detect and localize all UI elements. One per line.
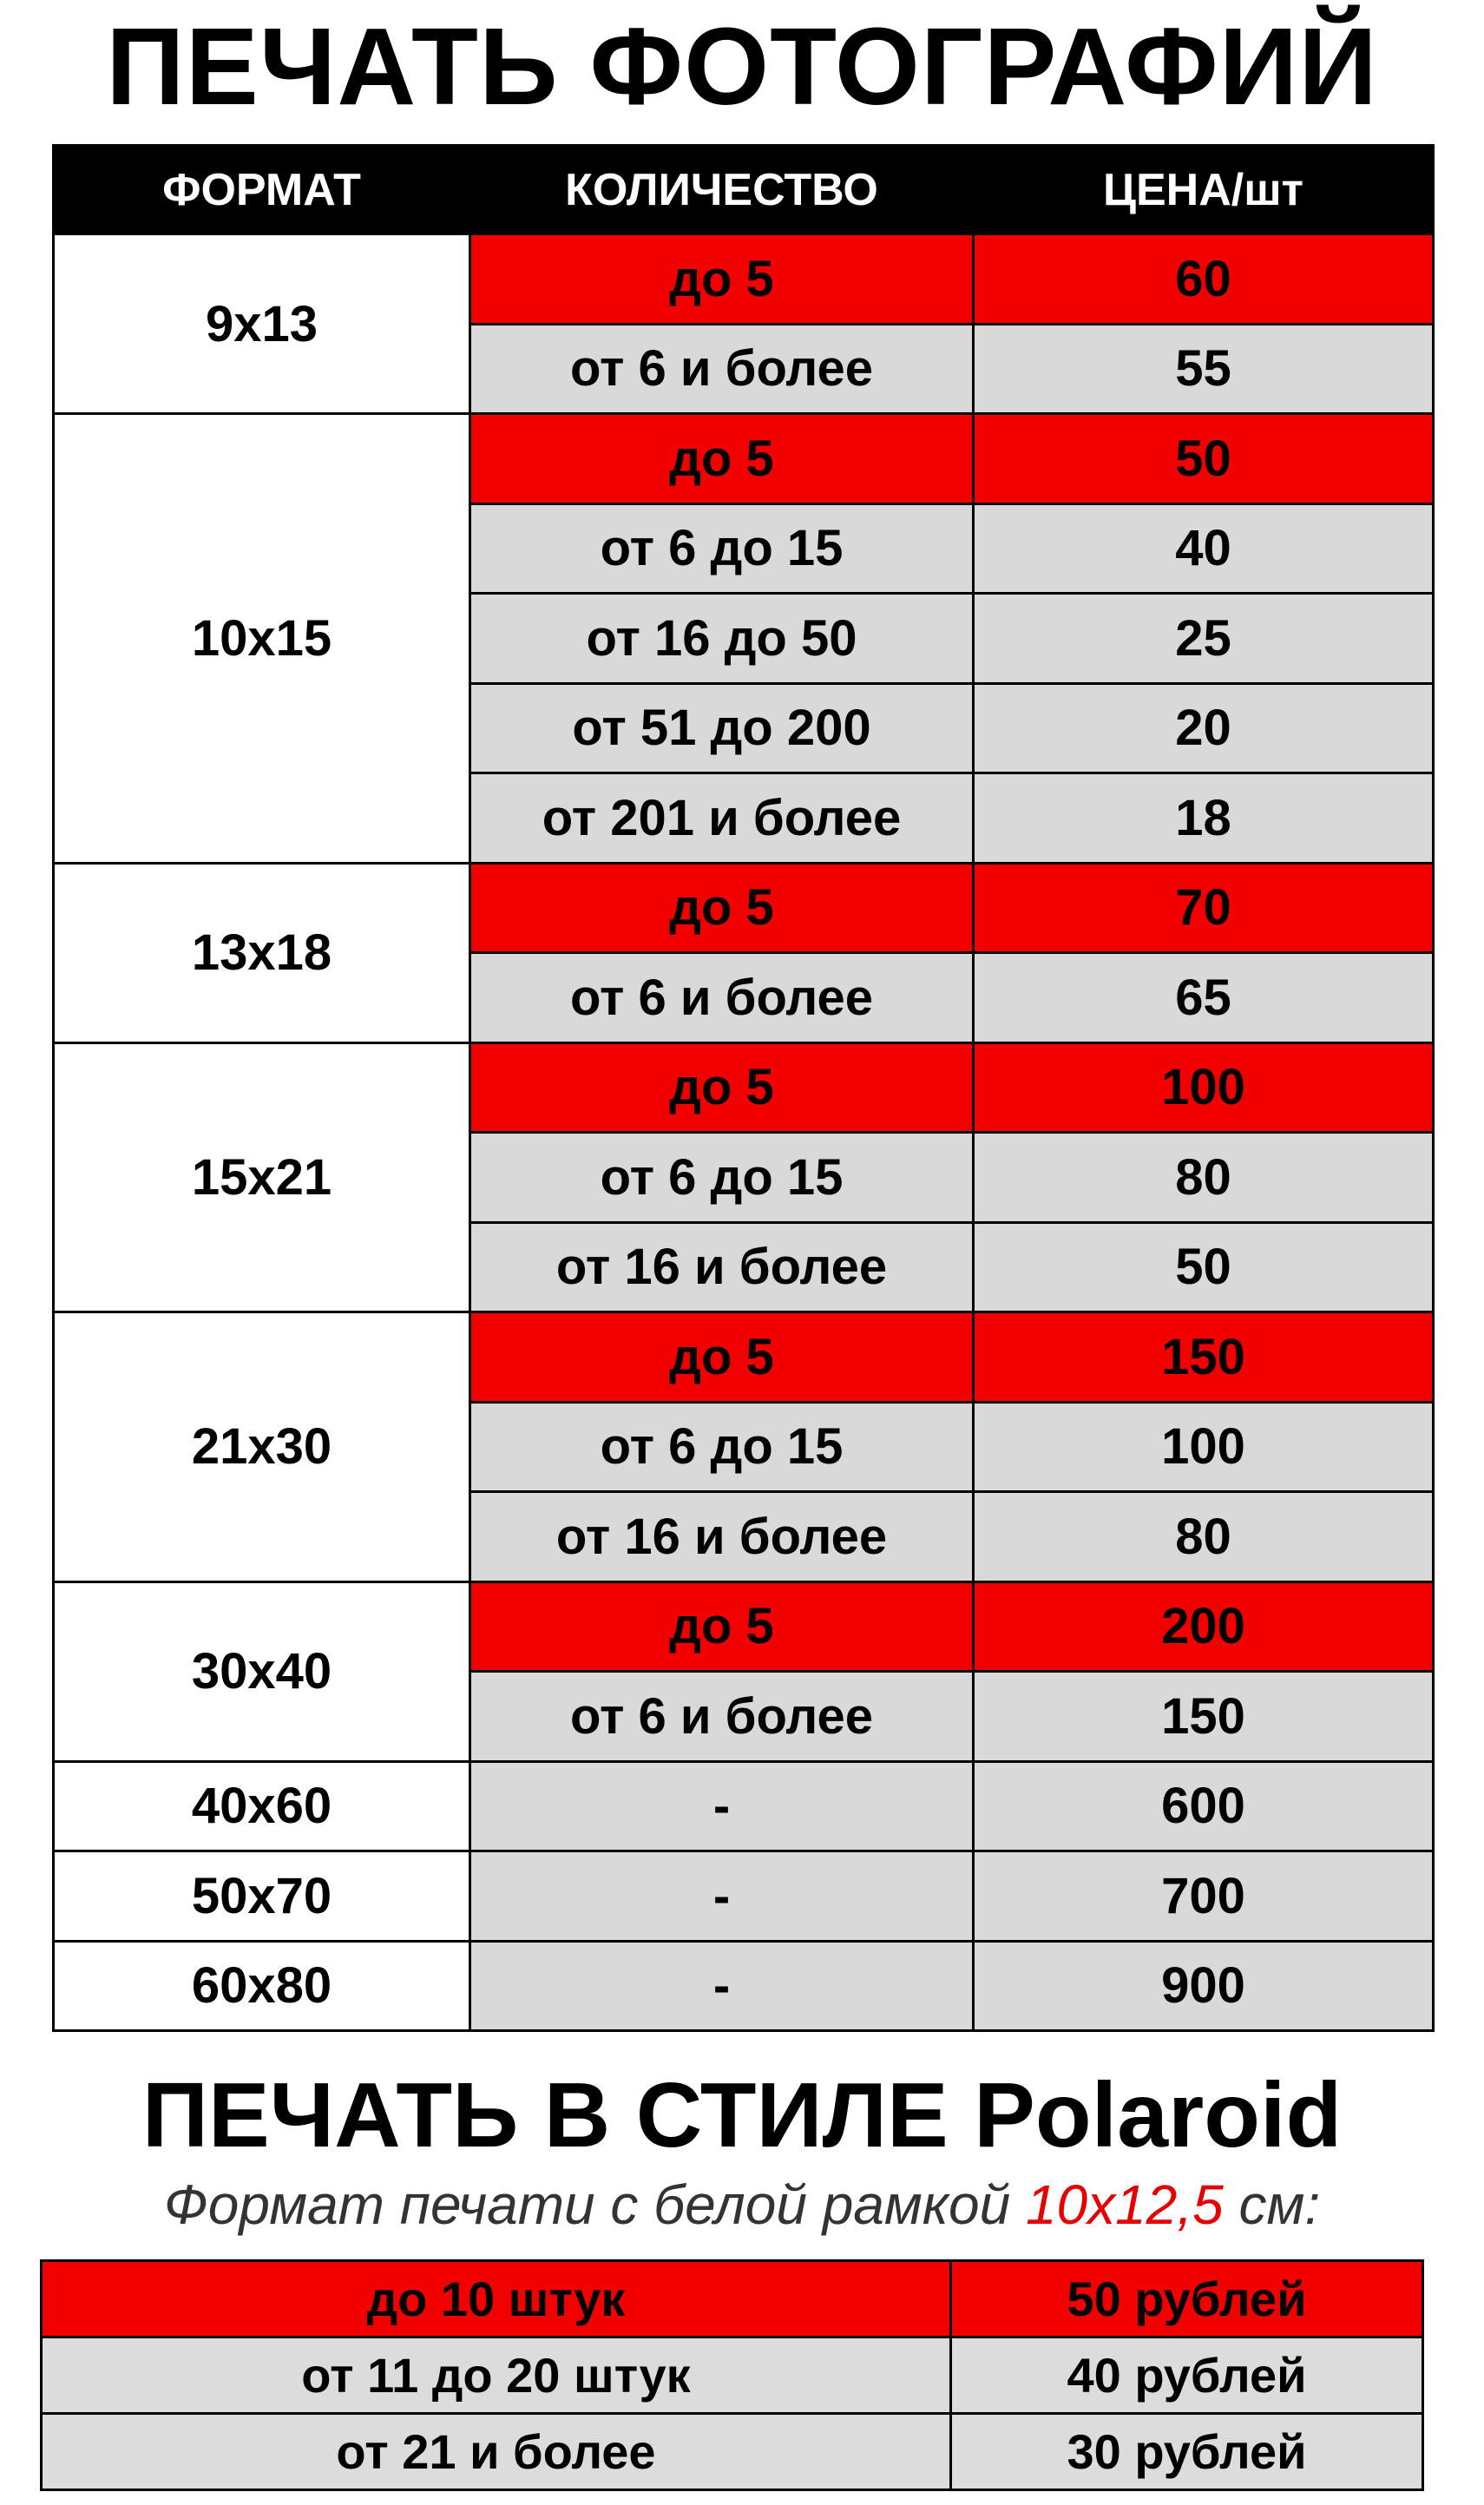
- format-cell: 13x18: [54, 863, 470, 1042]
- price-cell: 20: [974, 683, 1434, 773]
- price-cell: 700: [974, 1851, 1434, 1942]
- quantity-cell: от 6 до 15: [470, 503, 974, 594]
- price-cell: 40: [974, 503, 1434, 594]
- quantity-cell: от 16 и более: [470, 1222, 974, 1312]
- price-cell: 50: [974, 414, 1434, 504]
- price-cell: 60: [974, 234, 1434, 325]
- format-cell: 10x15: [54, 414, 470, 864]
- quantity-cell: до 5: [470, 234, 974, 325]
- polaroid-table: [40, 2259, 1424, 2491]
- table-row: [42, 2261, 1423, 2337]
- format-cell: 50x70: [54, 1851, 470, 1942]
- table-header-row: [54, 146, 1434, 234]
- format-cell: 21x30: [54, 1312, 470, 1582]
- price-cell: 100: [974, 1042, 1434, 1133]
- quantity-cell: от 6 до 15: [470, 1402, 974, 1492]
- quantity-cell: от 16 до 50: [470, 594, 974, 684]
- quantity-cell: до 5: [470, 1042, 974, 1133]
- price-cell: 55: [974, 324, 1434, 414]
- header-format: ФОРМАТ: [54, 146, 470, 234]
- table-row: [42, 2337, 1423, 2414]
- price-cell: 80: [974, 1492, 1434, 1582]
- price-table: [52, 144, 1435, 2032]
- price-cell: 40 рублей: [951, 2337, 1423, 2414]
- quantity-cell: до 5: [470, 414, 974, 504]
- price-cell: 70: [974, 863, 1434, 953]
- price-cell: 200: [974, 1581, 1434, 1672]
- subtitle-suffix: см:: [1223, 2173, 1321, 2236]
- quantity-cell: до 5: [470, 1581, 974, 1672]
- price-cell: 150: [974, 1672, 1434, 1762]
- table-row: [42, 2414, 1423, 2490]
- format-cell: 30x40: [54, 1581, 470, 1761]
- quantity-cell: -: [470, 1941, 974, 2031]
- quantity-cell: от 6 и более: [470, 324, 974, 414]
- price-cell: 600: [974, 1761, 1434, 1851]
- price-cell: 80: [974, 1133, 1434, 1223]
- quantity-cell: до 10 штук: [42, 2261, 951, 2337]
- subtitle-prefix: Формат печати с белой рамкой: [163, 2173, 1026, 2236]
- price-cell: 30 рублей: [951, 2414, 1423, 2490]
- quantity-cell: от 51 до 200: [470, 683, 974, 773]
- price-cell: 18: [974, 773, 1434, 864]
- header-price: ЦЕНА/шт: [974, 146, 1434, 234]
- quantity-cell: от 6 и более: [470, 953, 974, 1043]
- table-row: [54, 1581, 1434, 1672]
- price-cell: 100: [974, 1402, 1434, 1492]
- quantity-cell: -: [470, 1761, 974, 1851]
- table-row: [54, 1761, 1434, 1851]
- table-row: [54, 1941, 1434, 2031]
- subtitle-size: 10x12,5: [1025, 2173, 1224, 2236]
- format-cell: 15x21: [54, 1042, 470, 1312]
- quantity-cell: до 5: [470, 1312, 974, 1403]
- table-row: [54, 234, 1434, 325]
- quantity-cell: -: [470, 1851, 974, 1942]
- quantity-cell: от 11 до 20 штук: [42, 2337, 951, 2414]
- price-cell: 150: [974, 1312, 1434, 1403]
- price-cell: 50: [974, 1222, 1434, 1312]
- format-cell: 40x60: [54, 1761, 470, 1851]
- page-title: ПЕЧАТЬ ФОТОГРАФИЙ: [106, 5, 1378, 128]
- quantity-cell: до 5: [470, 863, 974, 953]
- quantity-cell: от 201 и более: [470, 773, 974, 864]
- table-row: [54, 1042, 1434, 1133]
- quantity-cell: от 6 до 15: [470, 1133, 974, 1223]
- table-row: [54, 414, 1434, 504]
- price-cell: 25: [974, 594, 1434, 684]
- table-row: [54, 863, 1434, 953]
- format-cell: 60x80: [54, 1941, 470, 2031]
- price-cell: 900: [974, 1941, 1434, 2031]
- price-cell: 65: [974, 953, 1434, 1043]
- table-row: [54, 1312, 1434, 1403]
- polaroid-subtitle: [0, 2173, 1484, 2236]
- quantity-cell: от 16 и более: [470, 1492, 974, 1582]
- polaroid-title: ПЕЧАТЬ В СТИЛЕ Polaroid: [141, 2064, 1343, 2166]
- table-row: [54, 1851, 1434, 1942]
- quantity-cell: от 21 и более: [42, 2414, 951, 2490]
- format-cell: 9x13: [54, 234, 470, 414]
- quantity-cell: от 6 и более: [470, 1672, 974, 1762]
- price-cell: 50 рублей: [951, 2261, 1423, 2337]
- header-quantity: КОЛИЧЕСТВО: [470, 146, 974, 234]
